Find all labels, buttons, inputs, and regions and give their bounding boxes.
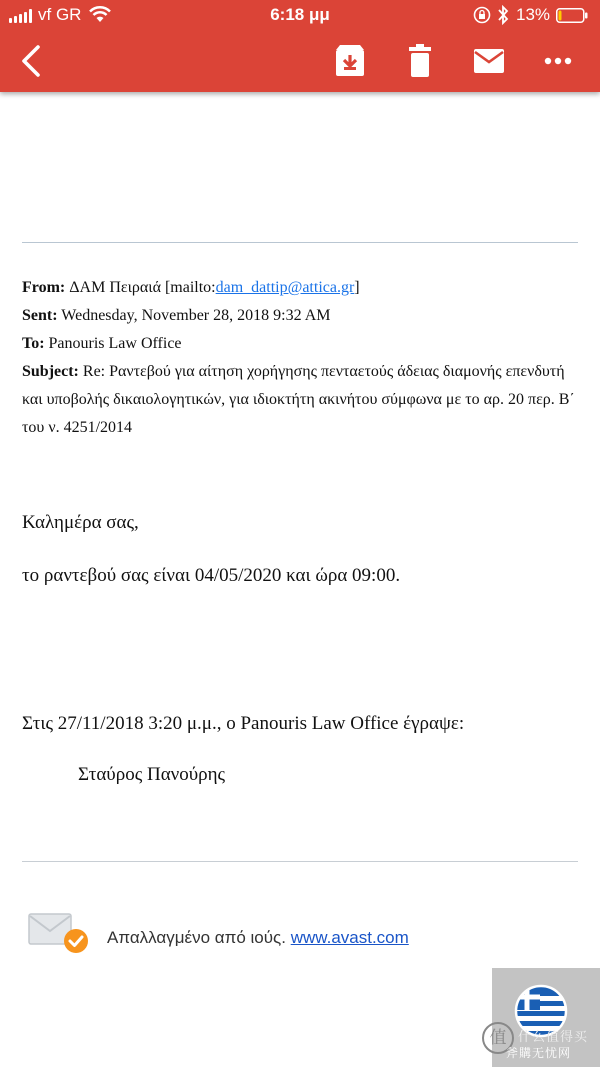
- status-bar: [0, 0, 600, 32]
- sent-label: Sent:: [22, 307, 58, 324]
- watermark-line-2: 斧購无忧网: [506, 1046, 572, 1060]
- avast-label: Απαλλαγμένο από ιούς.: [107, 928, 286, 947]
- sent-row: [22, 302, 582, 330]
- status-time: 6:18 μμ: [270, 5, 330, 24]
- signature-text: Σταύρος Πανούρης: [78, 764, 226, 785]
- from-label: From:: [22, 279, 66, 296]
- back-button[interactable]: [14, 42, 50, 80]
- mark-unread-button[interactable]: [471, 44, 507, 78]
- appointment-text: το ραντεβού σας είναι 04/05/2020 και ώρα 09:00.: [22, 565, 401, 586]
- avast-link[interactable]: www.avast.com: [290, 928, 409, 947]
- greeting-text: Καλημέρα σας,: [22, 512, 139, 533]
- battery-icon: [556, 8, 588, 23]
- quoted-email-headers: [22, 274, 582, 442]
- bluetooth-icon: [497, 5, 509, 25]
- delete-button[interactable]: [402, 44, 438, 78]
- to-row: [22, 330, 582, 358]
- to-label: To:: [22, 335, 45, 352]
- from-email-link[interactable]: dam_dattip@attica.gr: [215, 279, 355, 296]
- watermark-logo-icon: 值: [482, 1022, 514, 1054]
- from-bracket: ]: [354, 279, 360, 296]
- battery-percent: 13%: [516, 5, 551, 24]
- archive-button[interactable]: [332, 44, 368, 78]
- divider-top: [22, 242, 578, 243]
- virus-free-mail-icon: [27, 912, 91, 954]
- app-header: [0, 0, 600, 92]
- sent-value: Wednesday, November 28, 2018 9:32 AM: [61, 307, 331, 324]
- subject-value: Re: Ραντεβού για αίτηση χορήγησης πενταετούς άδειας διαμονής επενδυτή και υποβολής δικαιολογητικών, για ιδιοκτήτη ακινήτου σύμφωνα με το αρ. 20 περ. Β΄ του ν. 4251/2014: [22, 363, 575, 436]
- rotation-lock-icon: [473, 6, 491, 24]
- more-options-button[interactable]: [540, 44, 576, 78]
- watermark-line-1: 什么值得买: [518, 1030, 589, 1045]
- to-value: Panouris Law Office: [48, 335, 182, 352]
- quote-intro-text: Στις 27/11/2018 3:20 μ.μ., ο Panouris Law Office έγραψε:: [22, 713, 465, 734]
- avast-footer: [107, 928, 409, 948]
- divider-bottom: [22, 861, 578, 862]
- subject-label: Subject:: [22, 363, 79, 380]
- from-row: [22, 274, 582, 302]
- carrier-name: vf GR: [38, 5, 82, 24]
- from-name: ΔΑΜ Πειραιά [mailto:: [69, 279, 216, 296]
- subject-row: [22, 358, 582, 442]
